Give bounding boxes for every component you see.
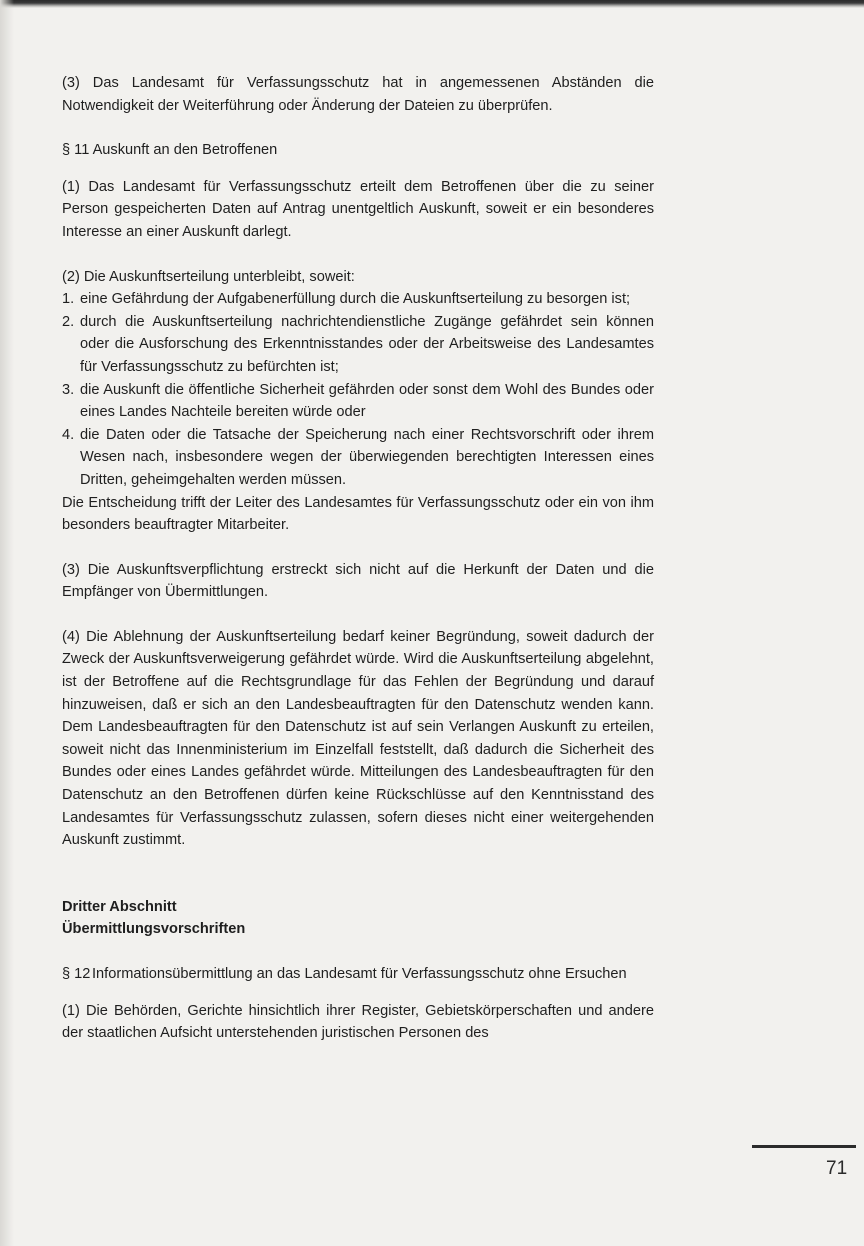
- section-11-paragraph-1: (1) Das Landesamt für Verfassungsschutz erteilt dem Betroffenen über die zu seiner Person gespeicherten Daten auf Antrag unentgeltlich Auskunft, soweit er ein besonderes Interesse an einer Auskunft darlegt.: [62, 178, 654, 240]
- list-item: [62, 288, 654, 311]
- page-body: [62, 72, 654, 1045]
- list-item: [62, 311, 654, 379]
- section-11-paragraph-2-intro: (2) Die Auskunftserteilung unterbleibt, soweit:: [62, 268, 355, 285]
- page-number: 71: [826, 1158, 848, 1179]
- list-item-text: die Daten oder die Tatsache der Speicherung nach einer Rechtsvorschrift oder ihrem Wesen nach, insbesondere wegen der überwiegenden berechtigten Interessen eines Dritten, geheimgehalten werden müssen.: [80, 426, 654, 488]
- scan-edge-top: [0, 0, 864, 8]
- section-11-heading: § 11 Auskunft an den Betroffenen: [62, 142, 278, 159]
- list-item-number: 3.: [62, 381, 75, 398]
- part-subheading: Übermittlungsvorschriften: [62, 921, 246, 938]
- list-item: [62, 379, 654, 424]
- part-heading: Dritter Abschnitt: [62, 898, 177, 915]
- list-item-number: 4.: [62, 426, 75, 443]
- paragraph-3-dateien: (3) Das Landesamt für Verfassungsschutz hat in angemessenen Abständen die Notwendigkeit der Weiterführung oder Änderung der Dateien zu überprüfen.: [62, 75, 654, 114]
- section-12-heading: [62, 963, 654, 986]
- section-12-title: Informationsübermittlung an das Landesamt für Verfassungsschutz ohne Ersuchen: [92, 966, 627, 982]
- section-11-paragraph-2-tail: Die Entscheidung trifft der Leiter des Landesamtes für Verfassungsschutz oder ein von ihm besonders beauftragter Mitarbeiter.: [62, 494, 654, 534]
- list-item-number: 1.: [62, 291, 75, 308]
- list-item-number: 2.: [62, 313, 75, 330]
- list-item: [62, 424, 654, 492]
- section-11-paragraph-3: (3) Die Auskunftsverpflichtung erstreckt sich nicht auf die Herkunft der Daten und die Empfänger von Übermittlungen.: [62, 561, 654, 601]
- list-item-text: eine Gefährdung der Aufgabenerfüllung durch die Auskunftserteilung zu besorgen ist;: [80, 291, 631, 308]
- section-12-number: § 12: [62, 966, 91, 982]
- section-12-paragraph-1: (1) Die Behörden, Gerichte hinsichtlich ihrer Register, Gebietskörperschaften und andere der staatlichen Aufsicht unterstehenden juristischen Personen des: [62, 1002, 654, 1042]
- section-11-paragraph-4: (4) Die Ablehnung der Auskunftserteilung bedarf keiner Begründung, soweit dadurch der Zweck der Auskunftsverweigerung gefährdet würde. Wird die Auskunftserteilung abgelehnt, ist der Betroffene auf die Rechtsgrundlage für das Fehlen der Begründung und darauf hinzuweisen, daß er sich an den Landesbeauftragten für den Datenschutz wenden kann. Dem Landesbeauftragten für den Datenschutz ist auf sein Verlangen Auskunft zu erteilen, soweit nicht das Innenministerium im Einzelfall feststellt, daß dadurch die Sicherheit des Bundes oder eines Landes gefährdet würde. Mitteilungen des Landesbeauftragten für den Datenschutz an den Betroffenen dürfen keine Rückschlüsse auf den Kenntnisstand des Landesamtes für Verfassungsschutz zulassen, sofern dieses nicht einer weitergehenden Auskunft zustimmt.: [62, 628, 654, 849]
- scan-edge-left: [0, 0, 14, 1246]
- page-number-rule: [752, 1145, 856, 1148]
- list-item-text: die Auskunft die öffentliche Sicherheit gefährden oder sonst dem Wohl des Bundes oder eines Landes Nachteile bereiten würde oder: [80, 381, 654, 421]
- list-item-text: durch die Auskunftserteilung nachrichtendienstliche Zugänge gefährdet sein können oder die Ausforschung des Erkenntnisstandes oder der Arbeitsweise des Landesamtes für Verfassungsschutz zu befürchten ist;: [80, 313, 654, 375]
